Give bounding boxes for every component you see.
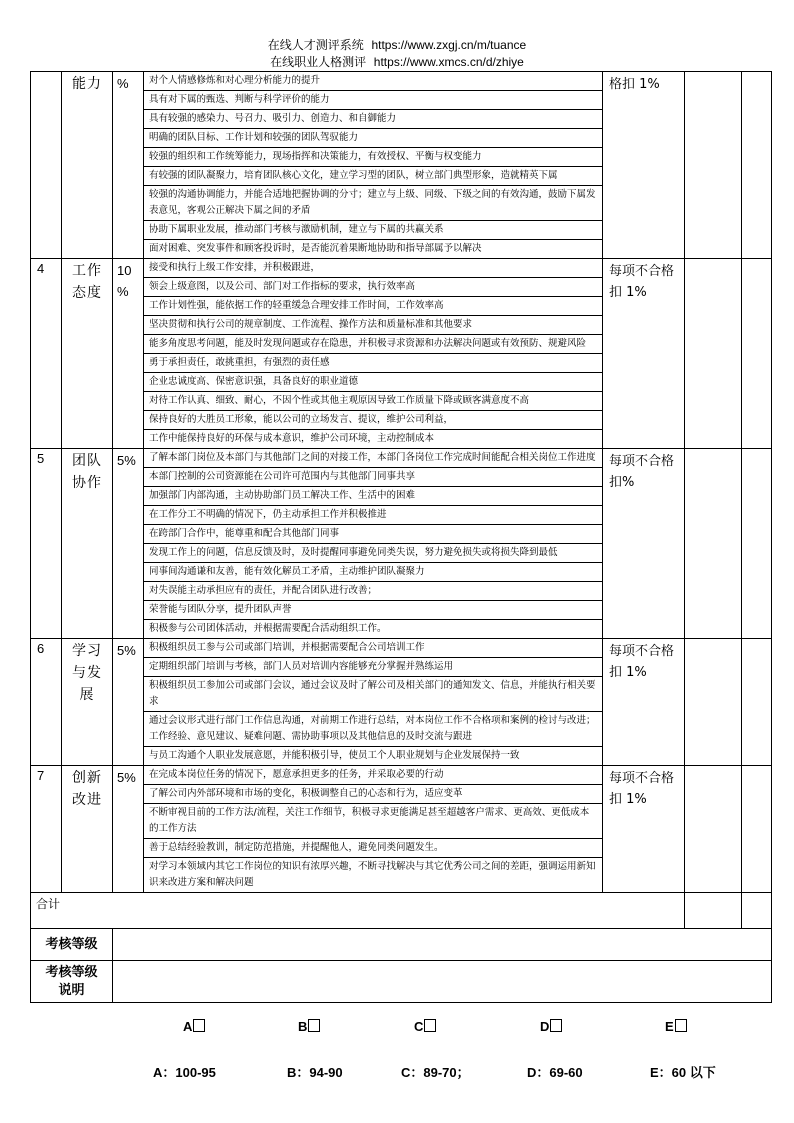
criteria-item: 工作中能保持良好的环保与成本意识，维护公司环境，主动控制成本	[149, 433, 435, 444]
score-cell[interactable]	[685, 449, 742, 639]
penalty-rule: 格扣 1%	[603, 72, 685, 259]
criteria-item: 与员工沟通个人职业发展意愿，并能积极引导，使员工个人职业规划与企业发展保持一致	[149, 750, 520, 761]
header-title-1: 在线人才测评系统	[267, 38, 364, 52]
penalty-rule: 每项不合格扣%	[603, 449, 685, 639]
category-weight: 5%	[113, 766, 144, 893]
category-name: 学习 与发 展	[62, 639, 113, 766]
grade-desc-row	[31, 961, 772, 1003]
total-remark-cell[interactable]	[742, 893, 772, 929]
score-cell[interactable]	[685, 766, 742, 893]
grade-e[interactable]: E	[665, 1019, 687, 1034]
category-weight: 5%	[113, 449, 144, 639]
criteria-item: 较强的沟通协调能力，并能合适地把握协调的分寸；建立与上级、同级、下级之间的有效沟通，鼓励下属发表意见，客观公正解决下属之间的矛盾	[144, 186, 602, 221]
criteria-item: 领会上级意图，以及公司、部门对工作指标的要求，执行效率高	[144, 278, 602, 297]
criteria-item: 在完成本岗位任务的情况下，愿意承担更多的任务，并采取必要的行动	[144, 766, 602, 785]
criteria-item: 坚决贯彻和执行公司的规章制度、工作流程、操作方法和质量标准和其他要求	[144, 316, 602, 335]
header-title-2: 在线职业人格测评	[270, 55, 367, 69]
grade-d[interactable]: D	[540, 1019, 562, 1034]
penalty-rule: 每项不合格扣 1%	[603, 639, 685, 766]
score-cell[interactable]	[685, 259, 742, 449]
row-number: 7	[31, 766, 62, 893]
assessment-row	[31, 639, 772, 766]
remark-cell[interactable]	[742, 766, 772, 893]
row-number: 4	[31, 259, 62, 449]
grade-desc-label: 考核等级 说明	[31, 961, 113, 1003]
grade-a-checkbox[interactable]	[193, 1019, 205, 1032]
criteria-list	[144, 72, 603, 259]
row-number	[31, 72, 62, 259]
criteria-item: 同事间沟通谦和友善，能有效化解员工矛盾，主动维护团队凝聚力	[144, 563, 602, 582]
remark-cell[interactable]	[742, 639, 772, 766]
criteria-item: 能多角度思考问题，能及时发现问题或存在隐患，并积极寻求资源和办法解决问题或有效预防、规避风险	[144, 335, 602, 354]
category-name: 能力	[62, 72, 113, 259]
criteria-item: 加强部门内部沟通，主动协助部门员工解决工作、生活中的困难	[144, 487, 602, 506]
grade-desc-e: E：60 以下	[650, 1065, 716, 1080]
grade-d-checkbox[interactable]	[550, 1019, 562, 1032]
total-label: 合计	[31, 893, 685, 929]
grade-desc-c: C：89-70；	[401, 1065, 470, 1080]
category-weight: %	[113, 72, 144, 259]
criteria-item: 具有较强的感染力、号召力、吸引力、创造力、和自御能力	[144, 110, 602, 129]
assessment-table	[30, 71, 772, 1003]
category-weight: 10 %	[113, 259, 144, 449]
row-number: 6	[31, 639, 62, 766]
header-line-1	[0, 38, 794, 53]
criteria-item: 对失误能主动承担应有的责任，并配合团队进行改善；	[144, 582, 602, 601]
criteria-item: 协助下属职业发展，推动部门考核与激励机制，建立与下属的共赢关系	[144, 221, 602, 240]
grade-desc-a: A：100-95	[153, 1065, 216, 1080]
category-name: 团队 协作	[62, 449, 113, 639]
criteria-item: 本部门控制的公司资源能在公司许可范围内与其他部门同事共享	[144, 468, 602, 487]
assessment-row	[31, 259, 772, 449]
criteria-list	[144, 639, 603, 766]
criteria-item: 保持良好的大胜员工形象，能以公司的立场发言、提议，维护公司利益，	[144, 411, 602, 430]
criteria-item: 积极参与公司团体活动，并根据需要配合活动组织工作。	[149, 623, 387, 634]
criteria-item: 积极组织员工参加公司或部门会议，通过会议及时了解公司及相关部门的通知发文、信息，并能执行相关要求	[144, 677, 602, 712]
criteria-list	[144, 259, 603, 449]
criteria-item: 善于总结经验教训，制定防范措施，并提醒他人，避免同类问题发生。	[144, 839, 602, 858]
criteria-item: 对个人情感修炼和对心理分析能力的提升	[144, 72, 602, 91]
criteria-item: 企业忠诚度高、保密意识强，具备良好的职业道德	[144, 373, 602, 392]
grade-c-checkbox[interactable]	[424, 1019, 436, 1032]
criteria-item: 积极组织员工参与公司或部门培训，并根据需要配合公司培训工作	[144, 639, 602, 658]
criteria-item: 接受和执行上级工作安排，并积极跟进，	[144, 259, 602, 278]
total-row	[31, 893, 772, 929]
grade-desc-d: D：69-60	[527, 1065, 583, 1080]
grade-desc-cell	[113, 961, 772, 1003]
grade-b-checkbox[interactable]	[308, 1019, 320, 1032]
grade-desc-b: B：94-90	[287, 1065, 343, 1080]
criteria-item: 工作计划性强，能依据工作的轻重缓急合理安排工作时间，工作效率高	[144, 297, 602, 316]
grade-row	[31, 929, 772, 961]
criteria-item: 了解本部门岗位及本部门与其他部门之间的对接工作，本部门各岗位工作完成时间能配合相关岗位工作进度	[144, 449, 602, 468]
criteria-item: 发现工作上的问题，信息反馈及时，及时提醒同事避免同类失误，努力避免损失或将损失降到最低	[144, 544, 602, 563]
category-name: 创新 改进	[62, 766, 113, 893]
grade-c[interactable]: C	[414, 1019, 436, 1034]
criteria-item: 较强的组织和工作统筹能力，现场指挥和决策能力，有效授权、平衡与权变能力	[144, 148, 602, 167]
assessment-row	[31, 766, 772, 893]
criteria-item: 对学习本领域内其它工作岗位的知识有浓厚兴趣，不断寻找解决与其它优秀公司之间的差距，强调运用新知识来改进方案和解决问题	[149, 861, 596, 888]
penalty-rule: 每项不合格扣 1%	[603, 766, 685, 893]
score-cell[interactable]	[685, 72, 742, 259]
criteria-item: 荣誉能与团队分享，提升团队声誉	[144, 601, 602, 620]
assessment-table-body	[31, 72, 772, 1003]
category-weight: 5%	[113, 639, 144, 766]
remark-cell[interactable]	[742, 72, 772, 259]
criteria-item: 面对困难、突发事件和顾客投诉时，是否能沉着果断地协助和指导部属予以解决	[149, 243, 482, 254]
grade-label: 考核等级	[31, 929, 113, 961]
category-name: 工作 态度	[62, 259, 113, 449]
score-cell[interactable]	[685, 639, 742, 766]
criteria-item: 不断审视目前的工作方法/流程，关注工作细节，积极寻求更能满足甚至超越客户需求、更高效、更低成本的工作方法	[144, 804, 602, 839]
remark-cell[interactable]	[742, 449, 772, 639]
grade-b[interactable]: B	[298, 1019, 320, 1034]
penalty-rule: 每项不合格扣 1%	[603, 259, 685, 449]
criteria-item: 通过会议形式进行部门工作信息沟通，对前期工作进行总结，对本岗位工作不合格项和案例的检讨与改进；工作经验、意见建议、疑难问题、需协助事项以及其他信息的及时交流与跟进	[144, 712, 602, 747]
total-score-cell[interactable]	[685, 893, 742, 929]
header-url-2[interactable]: https://www.xmcs.cn/d/zhiye	[373, 55, 524, 69]
assessment-row	[31, 449, 772, 639]
criteria-item: 具有对下属的甄选、判断与科学评价的能力	[144, 91, 602, 110]
criteria-item: 有较强的团队凝聚力，培育团队核心文化，建立学习型的团队，树立部门典型形象，造就精英下属	[144, 167, 602, 186]
header-line-2	[0, 55, 794, 70]
criteria-item: 对待工作认真、细致、耐心，不因个性或其他主观原因导致工作质量下降或顾客满意度不高	[144, 392, 602, 411]
criteria-list	[144, 766, 603, 893]
criteria-item: 在工作分工不明确的情况下，仍主动承担工作并积极推进	[144, 506, 602, 525]
criteria-item: 勇于承担责任，敢挑重担，有强烈的责任感	[144, 354, 602, 373]
criteria-list	[144, 449, 603, 639]
header-url-1[interactable]: https://www.zxgj.cn/m/tuance	[371, 38, 527, 52]
remark-cell[interactable]	[742, 259, 772, 449]
grade-options-cell	[113, 929, 772, 961]
assessment-row	[31, 72, 772, 259]
grade-e-checkbox[interactable]	[675, 1019, 687, 1032]
criteria-item: 定期组织部门培训与考核，部门人员对培训内容能够充分掌握并熟练运用	[144, 658, 602, 677]
row-number: 5	[31, 449, 62, 639]
criteria-item: 了解公司内外部环境和市场的变化，积极调整自己的心态和行为，适应变革	[144, 785, 602, 804]
criteria-item: 明确的团队目标、工作计划和较强的团队驾驭能力	[144, 129, 602, 148]
grade-a[interactable]: A	[183, 1019, 205, 1034]
criteria-item: 在跨部门合作中，能尊重和配合其他部门同事	[144, 525, 602, 544]
